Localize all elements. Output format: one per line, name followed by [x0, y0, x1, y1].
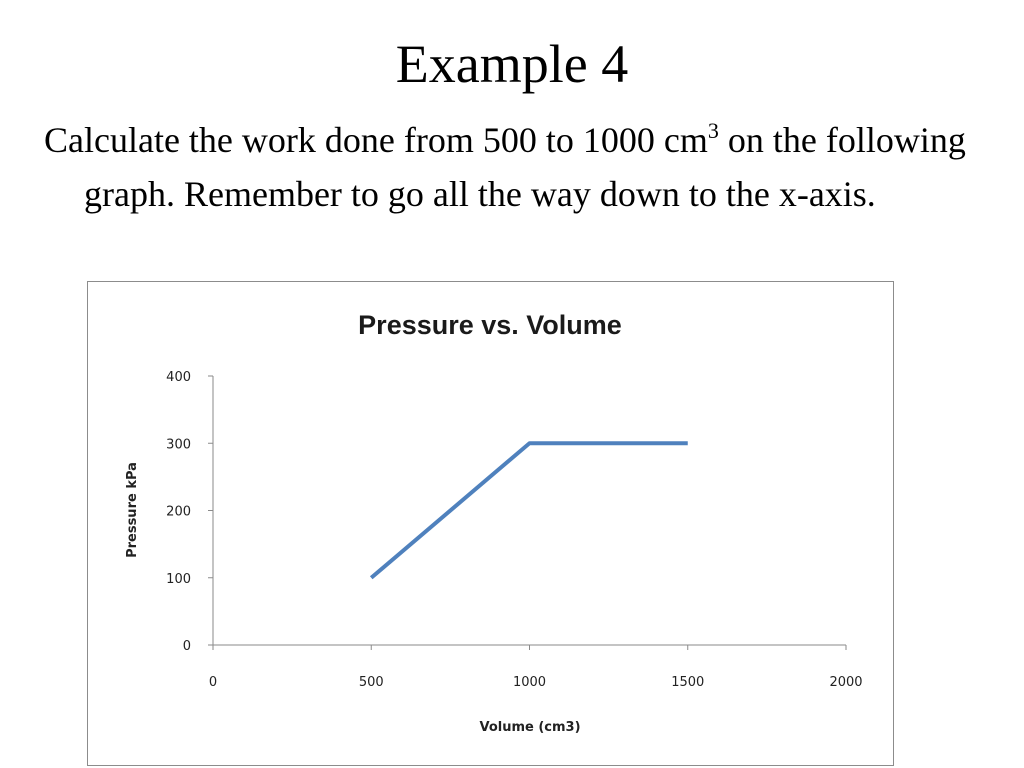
y-tick-label: 0 [182, 639, 191, 654]
x-tick-label: 500 [358, 675, 384, 690]
slide-title: Example 4 [395, 34, 629, 94]
chart-frame [87, 281, 894, 766]
x-tick-label: 1500 [671, 675, 705, 690]
pressure-volume-chart [88, 282, 893, 765]
chart-title: Pressure vs. Volume [358, 310, 622, 340]
y-tick-label: 300 [166, 437, 191, 453]
y-tick-label: 200 [166, 504, 191, 520]
y-axis-label: Pressure kPa [125, 462, 140, 558]
x-tick-label: 0 [208, 675, 218, 690]
axes [166, 370, 862, 690]
body-text-superscript: 3 [707, 118, 719, 143]
y-tick-label: 100 [166, 571, 191, 587]
body-text-part-2: on the following graph. Remember to go all the way down to the x-axis. [84, 120, 966, 214]
x-axis-label: Volume (cm3) [479, 720, 581, 735]
body-text-part-1: Calculate the work done from 500 to 1000 cm [44, 120, 708, 160]
x-tick-label: 2000 [829, 675, 863, 690]
series-layer [371, 443, 688, 578]
x-tick-label: 1000 [512, 675, 547, 690]
series-line-0 [371, 443, 688, 578]
slide-body-text [44, 113, 984, 221]
y-tick-label: 400 [166, 370, 191, 385]
